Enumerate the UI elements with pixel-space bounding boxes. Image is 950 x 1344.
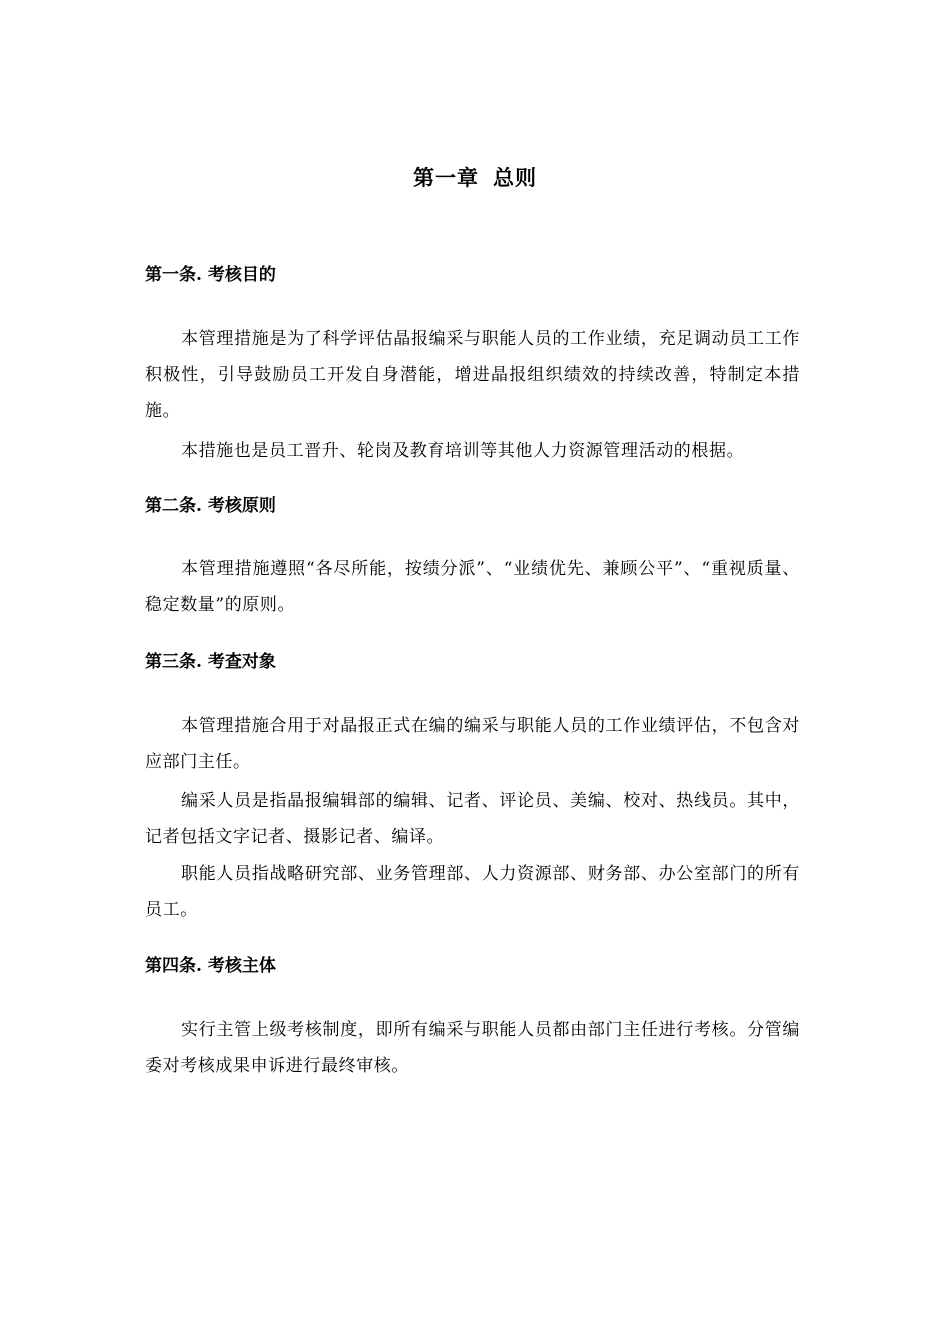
article-1-heading: 第一条. 考核目的 bbox=[145, 265, 276, 285]
article-2-paragraph-1: 本管理措施遵照“各尽所能，按绩分派”、“业绩优先、兼顾公平”、“重视质量、稳定数量”的原则。 bbox=[145, 559, 800, 615]
chapter-number: 第一章 bbox=[413, 165, 479, 190]
article-2-heading: 第二条. 考核原则 bbox=[145, 496, 276, 516]
article-4-paragraph-1: 实行主管上级考核制度，即所有编采与职能人员都由部门主任进行考核。分管编委对考核成果申诉进行最终审核。 bbox=[145, 1020, 800, 1076]
article-1-paragraph-1: 本管理措施是为了科学评估晶报编采与职能人员的工作业绩，充足调动员工工作积极性，引导鼓励员工开发自身潜能，增进晶报组织绩效的持续改善，特制定本措施。 bbox=[145, 329, 800, 421]
article-1-paragraph-2: 本措施也是员工晋升、轮岗及教育培训等其他人力资源管理活动的根据。 bbox=[181, 441, 745, 461]
chapter-title bbox=[0, 163, 950, 193]
article-3-paragraph-3: 职能人员指战略研究部、业务管理部、人力资源部、财务部、办公室部门的所有员工。 bbox=[145, 864, 800, 920]
article-3-paragraph-2: 编采人员是指晶报编辑部的编辑、记者、评论员、美编、校对、热线员。其中，记者包括文字记者、摄影记者、编译。 bbox=[145, 791, 800, 847]
chapter-name: 总则 bbox=[493, 165, 537, 190]
article-3-paragraph-1: 本管理措施合用于对晶报正式在编的编采与职能人员的工作业绩评估，不包含对应部门主任。 bbox=[145, 716, 800, 772]
article-3-heading: 第三条. 考查对象 bbox=[145, 652, 276, 672]
article-4-heading: 第四条. 考核主体 bbox=[145, 956, 276, 976]
